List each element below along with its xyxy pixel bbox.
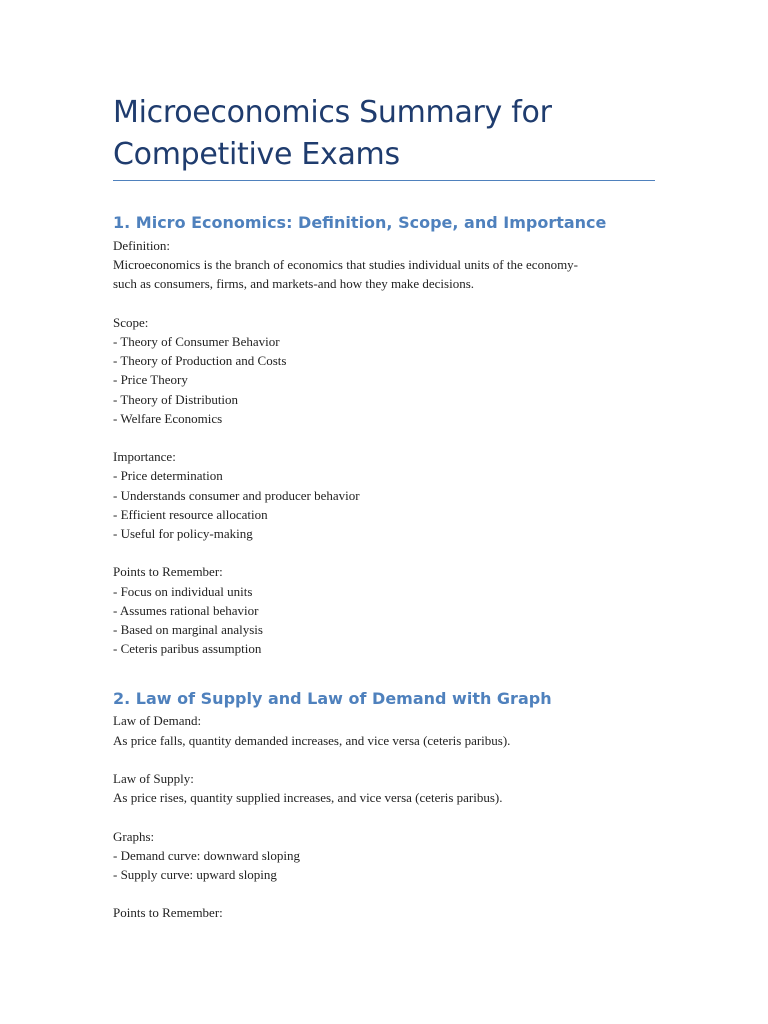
- importance-item: - Efficient resource allocation: [113, 506, 268, 522]
- scope-item: - Theory of Distribution: [113, 391, 239, 407]
- document-title: [113, 92, 655, 176]
- supply-label: Law of Supply:: [113, 771, 194, 787]
- points-item: - Based on marginal analysis: [113, 622, 263, 638]
- section-1: [113, 211, 655, 658]
- section-1-heading: 1. Micro Economics: Definition, Scope, and Importance: [113, 213, 607, 232]
- points-label: Points to Remember:: [113, 564, 223, 580]
- graphs-item: - Supply curve: upward sloping: [113, 867, 277, 883]
- definition-block: [113, 236, 655, 294]
- title-underline-rule: [113, 180, 655, 181]
- scope-item: - Welfare Economics: [113, 410, 223, 426]
- importance-block: [113, 447, 655, 543]
- demand-text: As price falls, quantity demanded increases, and vice versa (ceteris paribus).: [113, 732, 511, 748]
- definition-label: Definition:: [113, 238, 171, 253]
- definition-text-line-2: such as consumers, firms, and markets-and how they make decisions.: [113, 276, 475, 292]
- importance-item: - Useful for policy-making: [113, 526, 253, 542]
- definition-text-line-1: Microeconomics is the branch of economics that studies individual units of the economy-: [113, 257, 579, 273]
- importance-item: - Understands consumer and producer behavior: [113, 487, 360, 503]
- section-2: [113, 687, 655, 922]
- importance-label: Importance:: [113, 449, 176, 465]
- law-of-supply-block: [113, 769, 655, 807]
- document-page: [113, 92, 655, 923]
- section-2-heading: 2. Law of Supply and Law of Demand with Graph: [113, 689, 552, 709]
- scope-block: [113, 313, 655, 428]
- scope-item: - Price Theory: [113, 372, 188, 388]
- graphs-label: Graphs:: [113, 828, 155, 844]
- document-title-line-1: Microeconomics Summary for: [113, 95, 552, 130]
- importance-item: - Price determination: [113, 468, 223, 484]
- points-item: - Assumes rational behavior: [113, 602, 259, 618]
- points-to-remember-block-2: [113, 903, 655, 922]
- scope-item: - Theory of Production and Costs: [113, 353, 287, 369]
- points-label: Points to Remember:: [113, 905, 223, 921]
- graphs-item: - Demand curve: downward sloping: [113, 847, 301, 863]
- supply-text: As price rises, quantity supplied increases, and vice versa (ceteris paribus).: [113, 790, 503, 806]
- graphs-block: [113, 827, 655, 885]
- document-title-line-2: Competitive Exams: [113, 137, 400, 172]
- demand-label: Law of Demand:: [113, 713, 202, 729]
- points-to-remember-block-1: [113, 562, 655, 658]
- points-item: - Focus on individual units: [113, 583, 253, 599]
- scope-item: - Theory of Consumer Behavior: [113, 334, 280, 349]
- law-of-demand-block: [113, 711, 655, 749]
- scope-label: Scope:: [113, 314, 149, 330]
- points-item: - Ceteris paribus assumption: [113, 641, 262, 657]
